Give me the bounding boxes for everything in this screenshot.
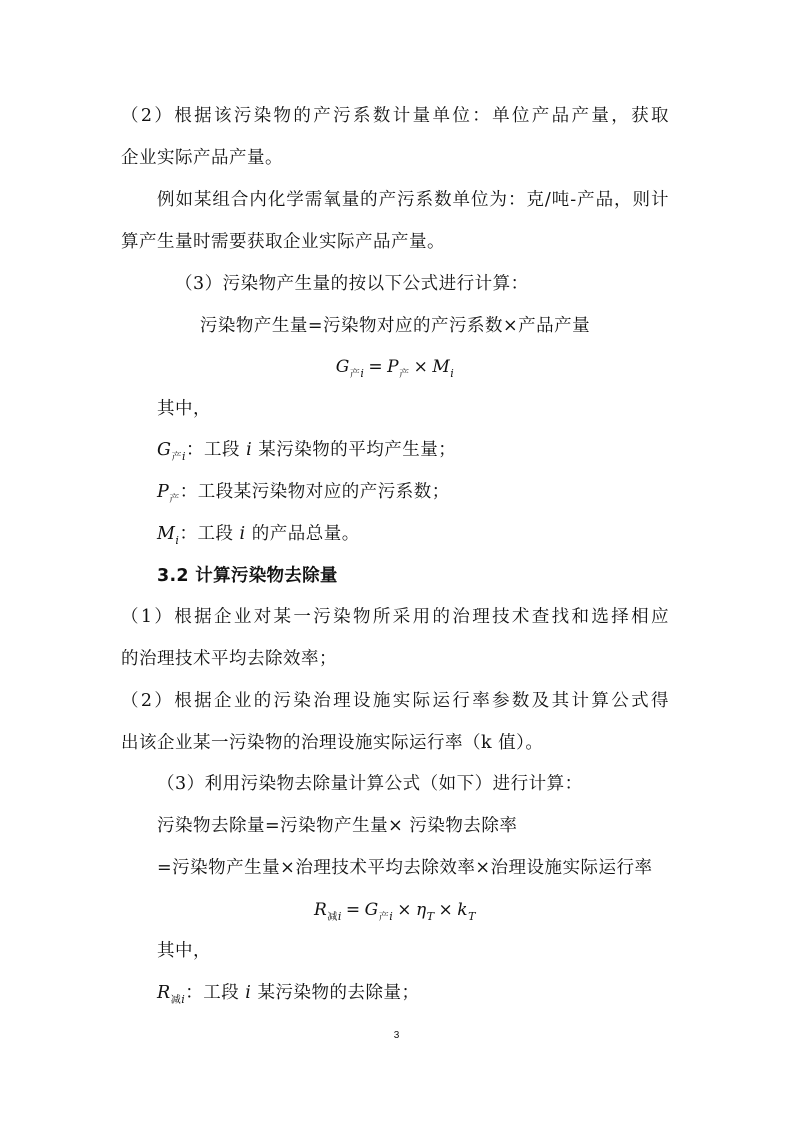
symbol-r: R xyxy=(314,900,328,920)
where-label-1: 其中， xyxy=(157,399,211,419)
removal-step-1-line-1 xyxy=(121,605,669,629)
page-number: 3 xyxy=(393,1030,400,1041)
subscript-chan: 产 xyxy=(378,912,390,923)
symbol-m: M xyxy=(432,357,451,377)
definition-text: ：工段 xyxy=(186,440,247,460)
definition-m xyxy=(157,522,360,553)
subscript-chan: 产 xyxy=(169,494,180,505)
subscript-i: i xyxy=(181,993,186,1006)
definition-text: ：工段某污染物对应的产污系数； xyxy=(179,482,450,502)
example-paragraph-line-2: 算产生量时需要获取企业实际产品产量。 xyxy=(121,232,445,252)
removal-formula-text-line-2: =污染物产生量×治理技术平均去除效率×治理设施实际运行率 xyxy=(157,858,653,878)
subscript-i: i xyxy=(175,534,180,547)
symbol-g: G xyxy=(157,440,172,460)
symbol-r: R xyxy=(157,983,171,1003)
removal-step-2-line-2: 出该企业某一污染物的治理设施实际运行率（k 值）。 xyxy=(121,733,544,753)
definition-r xyxy=(157,981,419,1013)
formula-2-math xyxy=(121,898,669,930)
symbol-p: P xyxy=(387,357,400,377)
removal-formula-text-line-1: 污染物去除量=污染物产生量× 污染物去除率 xyxy=(157,816,518,836)
symbol-m: M xyxy=(157,524,176,544)
definition-p xyxy=(157,480,450,512)
definition-text: 某污染物的去除量； xyxy=(251,983,420,1003)
text-span: 例如某组合内化学需氧量的产污系数单位为：克/吨-产品，则计 xyxy=(157,190,669,210)
definition-g xyxy=(157,438,456,470)
symbol-k: k xyxy=(457,900,469,920)
times-sign: × xyxy=(397,900,413,920)
text-span: （2）根据企业的污染治理设施实际运行率参数及其计算公式得 xyxy=(121,691,669,711)
symbol-g: G xyxy=(364,900,379,920)
symbol-i: i xyxy=(245,983,252,1003)
removal-step-1-line-2: 的治理技术平均去除效率； xyxy=(121,649,337,669)
formula-1-text: 污染物产生量=污染物对应的产污系数×产品产量 xyxy=(199,316,591,336)
removal-step-2-line-1 xyxy=(121,689,669,713)
subscript-jian: 减 xyxy=(170,995,182,1006)
definition-text: ：工段 xyxy=(185,983,246,1003)
text-span: （1）根据企业对某一污染物所采用的治理技术查找和选择相应 xyxy=(121,607,669,627)
subscript-chan: 产 xyxy=(171,452,182,463)
definition-text: 的产品总量。 xyxy=(245,524,360,544)
times-sign: × xyxy=(413,357,429,377)
subscript-i: i xyxy=(450,367,455,380)
subscript-i: i xyxy=(360,367,365,380)
formula-1-math xyxy=(121,355,669,387)
removal-step-3: （3）利用污染物去除量计算公式（如下）进行计算： xyxy=(157,774,583,794)
text-span: （2）根据该污染物的产污系数计量单位：单位产品产量，获取 xyxy=(121,106,669,126)
equals-sign: = xyxy=(345,900,361,920)
definition-text: 某污染物的平均产生量； xyxy=(252,440,457,460)
section-heading-3-2: 3.2 计算污染物去除量 xyxy=(157,566,338,586)
paragraph-step-2-line-2: 企业实际产品产量。 xyxy=(121,148,283,168)
subscript-t: T xyxy=(468,910,476,923)
symbol-i: i xyxy=(239,524,246,544)
subscript-i: i xyxy=(389,910,394,923)
symbol-g: G xyxy=(335,357,350,377)
definition-text: ：工段 xyxy=(179,524,240,544)
subscript-chan: 产 xyxy=(349,369,361,380)
symbol-i: i xyxy=(246,440,253,460)
equals-sign: = xyxy=(368,357,384,377)
symbol-p: P xyxy=(157,482,170,502)
subscript-i: i xyxy=(181,450,187,463)
subscript-chan: 产 xyxy=(399,369,410,380)
subscript-t: T xyxy=(426,910,435,923)
paragraph-step-2-line-1 xyxy=(121,104,669,128)
paragraph-step-3: （3）污染物产生量的按以下公式进行计算： xyxy=(175,274,529,294)
subscript-i: i xyxy=(337,910,342,923)
times-sign: × xyxy=(438,900,454,920)
symbol-eta: η xyxy=(416,900,427,920)
example-paragraph-line-1 xyxy=(157,188,669,212)
subscript-jian: 减 xyxy=(327,912,338,923)
where-label-2: 其中， xyxy=(157,941,211,961)
